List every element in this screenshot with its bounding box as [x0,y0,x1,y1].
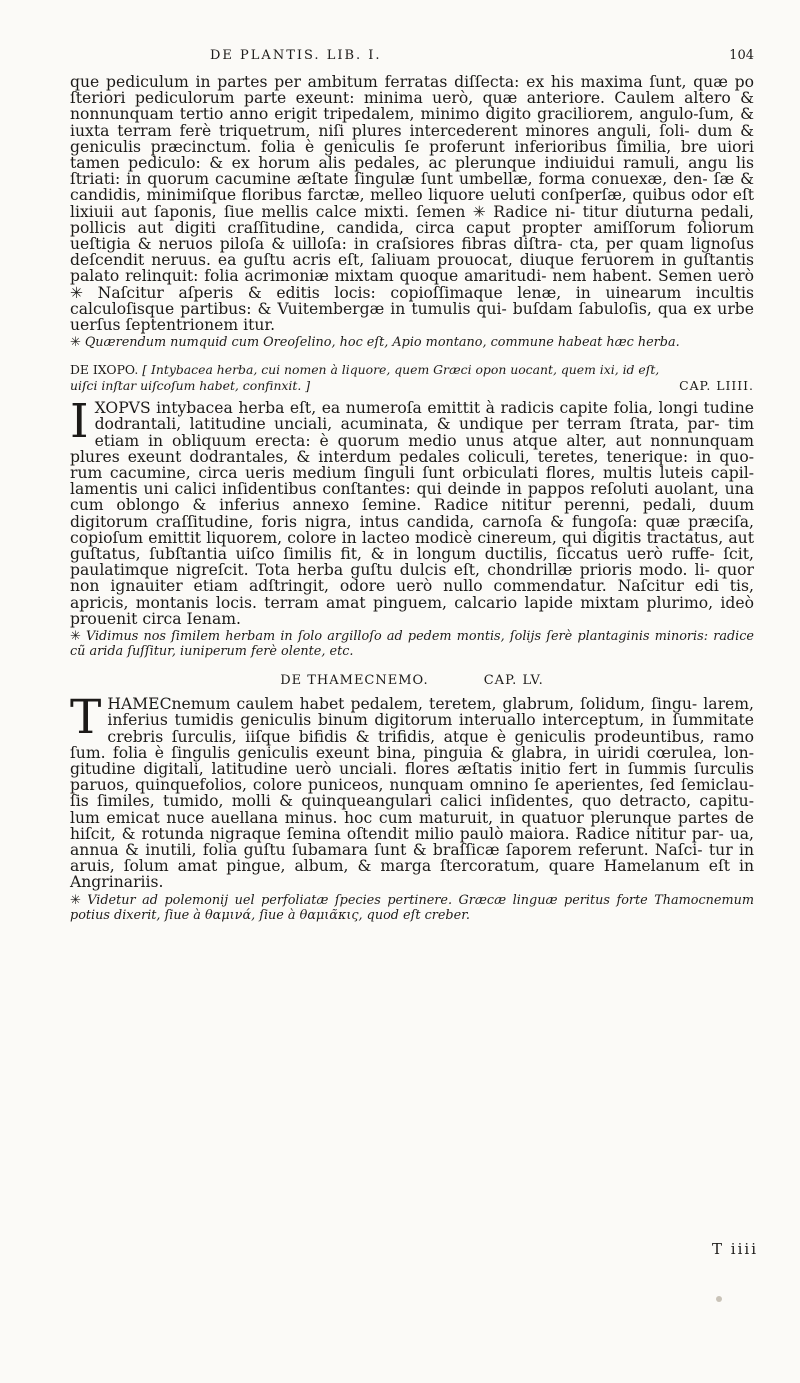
chapter-heading [70,362,754,394]
asterisk-mark: ✳ [70,892,81,908]
paragraph: HAMECnemum caulem habet pedalem, teretem, glabrum, ſolidum, ſingu- larem, inferius tumidis geniculis binum digitorum interuallo interceptum, in ſummitate crebris ſurculis, iiſque bifidis & trifidis, atque è geniculis prodeuntibus, ramo ſum. folia è ſingulis geniculis exeunt bina, pinguia & glabra, in uiridi cœrulea, lon- gitudine digitali, latitudine uerò unciali. flores æſtatis initio fert in ſummis ſurculis paruos, quinquefolios, colore puniceos, nunquam omnino ſe aperientes, ſed ſemiclau- ſis ſimiles, tumido, molli & quinqueangulari calici inſidentes, quo detracto, capitu- lum emicat nuce auellana minus. hoc cum maturuit, in quatuor plerunque partes de hiſcit, & rotunda nigraque ſemina oſtendit milio paulò maiora. Radice nititur par- ua, annua & inutili, folia guſtu ſubamara ſunt & braſſicæ ſaporem referunt. Naſci- tur in aruis, ſolum amat pingue, album, & marga ſtercoratum, quare Hamelanum eſt in Angrinariis. [70,695,754,892]
annotation [70,629,754,659]
annotation-text: Videtur ad polemonij uel perfoliatæ ſpecies pertinere. Græcæ linguæ peritus forte Thamocnemum potius dixerit, ſiue à θαμινά, ſiue à θαμιᾶκις, quod eſt creber. [70,892,754,923]
ink-spot [716,1296,722,1302]
chapter-gloss: [ Intybacea herba, cui nomen à liquore, quem Græci opon uocant, quem ixi, id eſt, uiſci inſtar uiſcoſum habet, confinxit. ] [70,362,660,394]
chapter-number: CAP. LV. [483,673,544,689]
annotation [70,893,754,923]
section-ixopus [70,362,754,659]
paragraph: que pediculum in partes per ambitum ferratas diſſecta: ex his maxima ſunt, quæ po ſteriori pediculorum parte exeunt: minima uerò, quæ anteriore. Caulem altero & nonnunquam tertio anno erigit tripedalem, minimo digito graciliorem, angulo-ſum, & iuxta terram ferè triquetrum, niſi plures intercederent minores anguli, ſoli- dum & geniculis præcinctum. folia è geniculis ſe proferunt inferioribus ſimilia, bre uiori tamen pediculo: & ex horum alis pedales, ac plerunque indiuidui ramuli, angu lis ſtriati: in quorum cacumine æſtate ſingulæ ſunt umbellæ, forma conuexæ, den- ſæ & candidis, minimiſque floribus farctæ, melleo liquore ueluti conſperſæ, quibus odor eſt lixiuii aut ſaponis, ſiue mellis calce mixti. ſemen ✳ Radice ni- titur diuturna pedali, pollicis aut digiti craſſitudine, candida, circa caput propter amiſſorum foliorum ueſtigia & neruos piloſa & uilloſa: in craſsiores fibras diſtra- cta, per quam lignoſus deſcendit neruus. ea guſtu acris eſt, ſaliuam prouocat, diuque feruorem in guſtantis palato relinquit: folia acrimoniæ mixtam quoque amaritudi- nem habent. Semen uerò ✳ Naſcitur aſperis & editis locis: copioſſimaque lenæ, in uinearum incultis calculoſisque partibus: & Vuitembergæ in tumulis qui- buſdam ſabuloſis, qua ex urbe uerſus ſeptentrionem itur. [70,73,754,335]
annotation-text: Vidimus nos ſimilem herbam in ſolo argilloſo ad pedem montis, ſolijs ſerè plantaginis minoris: radice cũ arida ſuſſitur, iuniperum ferè olente, etc. [70,629,754,660]
chapter-title: DE THAMECNEMO. [280,673,429,689]
page-number: 104 [729,48,754,63]
chapter-number: CAP. LIIII. [679,378,754,394]
drop-cap: T [70,690,102,746]
chapter-heading [70,673,754,688]
annotation-text: Quærendum numquid cum Oreoſelino, hoc eſt, Apio montano, commune habeat hæc herba. [84,335,680,351]
section-continuation [70,74,754,350]
section-thamecnemum [70,673,754,922]
drop-cap: I [70,394,89,450]
asterisk-mark: ✳ [70,629,81,645]
annotation [70,335,754,350]
running-head [70,34,754,74]
running-title: DE PLANTIS. LIB. I. [210,48,382,63]
signature-mark: T iiii [712,1240,758,1258]
chapter-title: DE IXOPO. [70,362,139,378]
paragraph: XOPVS intybacea herba eſt, ea numeroſa emittit à radicis capite folia, longi tudine dodrantali, latitudine unciali, acuminata, & undique per terram ſtrata, par- tim etiam in obliquum erecta: è quorum medio unus atque alter, aut nonnunquam plures exeunt dodrantales, & interdum pedales coliculi, teretes, tenerique: in quo- rum cacumine, circa ueris medium ſinguli ſunt orbiculati flores, multis luteis capil- lamentis uni calici inſidentibus conſtantes: qui deinde in pappos reſoluti auolant, una cum oblongo & inferius annexo ſemine. Radice nititur perenni, pedali, duum digitorum craſſitudine, foris nigra, intus candida, carnoſa & fungoſa: quæ præciſa, copioſum emittit liquorem, colore in lacteo modicè cinereum, qui digitis tractatus, aut guſtatus, ſubſtantia uiſco ſimilis fit, & in longum ductilis, ſiccatus uerò ruffe- ſcit, paulatimque nigreſcit. Tota herba guſtu dulcis eſt, chondrillæ prioris modo. li- quor non ignauiter etiam adſtringit, odore uerò nullo commendatur. Naſcitur edi tis, apricis, montanis locis. terram amat pinguem, calcario lapide mixtam plurimo, ideò prouenit circa Ienam. [70,399,754,628]
asterisk-mark: ✳ [70,335,81,351]
